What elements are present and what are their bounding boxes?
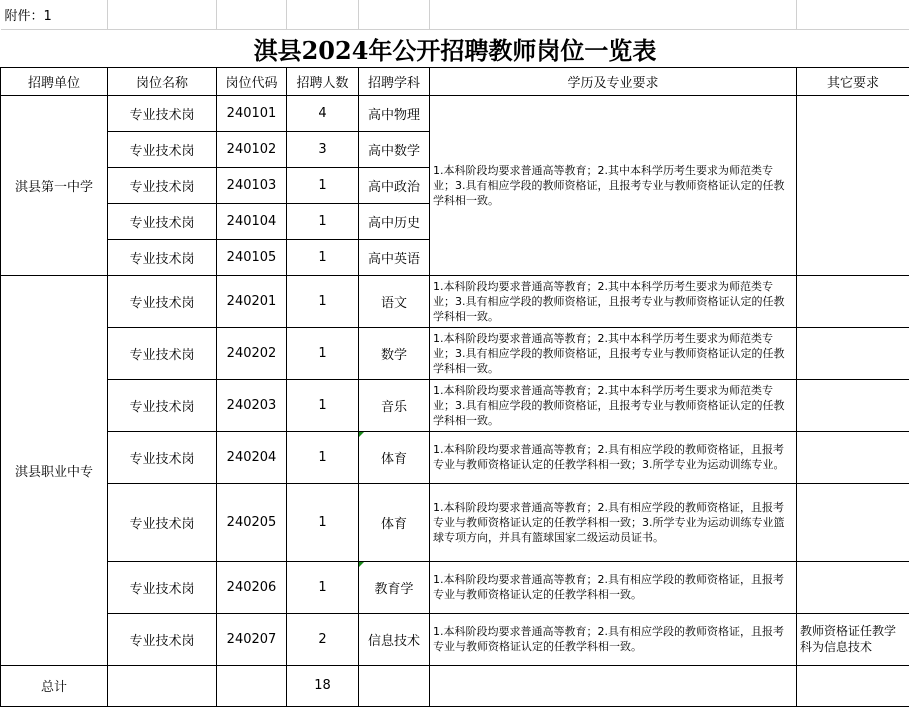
code-cell: 240203 (217, 379, 287, 431)
subject-cell: 高中政治 (359, 167, 430, 203)
table-row (1, 561, 909, 613)
table-row (1, 431, 909, 483)
count-cell: 3 (287, 131, 359, 167)
count-cell: 2 (287, 613, 359, 665)
requirement-cell: 1.本科阶段均要求普通高等教育；2.具有相应学段的教师资格证，且报考专业与教师资格证认定的任教学科相一致；3.所学专业为运动训练专业。 (430, 431, 797, 483)
code-cell: 240201 (217, 275, 287, 327)
requirement-cell: 1.本科阶段均要求普通高等教育；2.具有相应学段的教师资格证，且报考专业与教师资格证认定的任教学科相一致。 (430, 613, 797, 665)
other-cell (797, 327, 909, 379)
other-cell (797, 275, 909, 327)
code-cell: 240207 (217, 613, 287, 665)
requirement-cell: 1.本科阶段均要求普通高等教育；2.其中本科学历考生要求为师范类专业；3.具有相应学段的教师资格证，且报考专业与教师资格证认定的任教学科相一致。 (430, 95, 797, 275)
count-cell: 1 (287, 431, 359, 483)
other-cell (797, 95, 909, 275)
count-cell: 1 (287, 483, 359, 561)
count-cell: 1 (287, 167, 359, 203)
unit-name: 淇县职业中专 (1, 275, 108, 665)
subject-cell: 高中数学 (359, 131, 430, 167)
requirement-cell: 1.本科阶段均要求普通高等教育；2.具有相应学段的教师资格证，且报考专业与教师资格证认定的任教学科相一致；3.所学专业为运动训练专业篮球专项方向，并具有篮球国家二级运动员证书。 (430, 483, 797, 561)
header-position: 岗位名称 (108, 67, 217, 95)
header-other: 其它要求 (797, 67, 909, 95)
table-row (1, 379, 909, 431)
table-row (1, 483, 909, 561)
code-cell: 240105 (217, 239, 287, 275)
position-cell: 专业技术岗 (108, 483, 217, 561)
header-row (1, 67, 909, 95)
subject-cell: 信息技术 (359, 613, 430, 665)
subject-cell: 体育 (359, 431, 430, 483)
count-cell: 1 (287, 327, 359, 379)
other-cell: 教师资格证任教学科为信息技术 (797, 613, 909, 665)
code-cell: 240202 (217, 327, 287, 379)
position-cell: 专业技术岗 (108, 327, 217, 379)
code-cell: 240102 (217, 131, 287, 167)
table-row (1, 327, 909, 379)
count-cell: 1 (287, 203, 359, 239)
subject-cell: 教育学 (359, 561, 430, 613)
page-title: 淇县2024年公开招聘教师岗位一览表 (1, 29, 909, 67)
subject-cell: 音乐 (359, 379, 430, 431)
code-cell: 240104 (217, 203, 287, 239)
position-cell: 专业技术岗 (108, 275, 217, 327)
subject-cell: 数学 (359, 327, 430, 379)
code-cell: 240206 (217, 561, 287, 613)
header-requirement: 学历及专业要求 (430, 67, 797, 95)
count-cell: 1 (287, 275, 359, 327)
subject-cell: 高中物理 (359, 95, 430, 131)
other-cell (797, 379, 909, 431)
other-cell (797, 483, 909, 561)
position-cell: 专业技术岗 (108, 167, 217, 203)
subject-cell: 高中历史 (359, 203, 430, 239)
position-cell: 专业技术岗 (108, 131, 217, 167)
table-row (1, 275, 909, 327)
annex-row (1, 0, 909, 29)
header-unit: 招聘单位 (1, 67, 108, 95)
unit-name: 淇县第一中学 (1, 95, 108, 275)
code-cell: 240101 (217, 95, 287, 131)
position-cell: 专业技术岗 (108, 203, 217, 239)
requirement-cell: 1.本科阶段均要求普通高等教育；2.其中本科学历考生要求为师范类专业；3.具有相应学段的教师资格证，且报考专业与教师资格证认定的任教学科相一致。 (430, 379, 797, 431)
count-cell: 1 (287, 379, 359, 431)
position-cell: 专业技术岗 (108, 561, 217, 613)
header-subject: 招聘学科 (359, 67, 430, 95)
position-cell: 专业技术岗 (108, 95, 217, 131)
other-cell (797, 561, 909, 613)
header-code: 岗位代码 (217, 67, 287, 95)
header-count: 招聘人数 (287, 67, 359, 95)
code-cell: 240204 (217, 431, 287, 483)
code-cell: 240103 (217, 167, 287, 203)
table-row (1, 613, 909, 665)
other-cell (797, 431, 909, 483)
count-cell: 1 (287, 561, 359, 613)
total-row (1, 665, 909, 706)
annex-label: 附件：1 (1, 0, 108, 29)
code-cell: 240205 (217, 483, 287, 561)
position-cell: 专业技术岗 (108, 379, 217, 431)
title-row (1, 29, 909, 67)
total-count: 18 (287, 665, 359, 706)
count-cell: 4 (287, 95, 359, 131)
position-cell: 专业技术岗 (108, 431, 217, 483)
subject-cell: 语文 (359, 275, 430, 327)
count-cell: 1 (287, 239, 359, 275)
position-cell: 专业技术岗 (108, 613, 217, 665)
table-row (1, 95, 909, 131)
requirement-cell: 1.本科阶段均要求普通高等教育；2.具有相应学段的教师资格证，且报考专业与教师资格证认定的任教学科相一致。 (430, 561, 797, 613)
requirement-cell: 1.本科阶段均要求普通高等教育；2.其中本科学历考生要求为师范类专业；3.具有相应学段的教师资格证，且报考专业与教师资格证认定的任教学科相一致。 (430, 327, 797, 379)
requirement-cell: 1.本科阶段均要求普通高等教育；2.其中本科学历考生要求为师范类专业；3.具有相应学段的教师资格证，且报考专业与教师资格证认定的任教学科相一致。 (430, 275, 797, 327)
subject-cell: 高中英语 (359, 239, 430, 275)
position-cell: 专业技术岗 (108, 239, 217, 275)
subject-cell: 体育 (359, 483, 430, 561)
total-label: 总计 (1, 665, 108, 706)
